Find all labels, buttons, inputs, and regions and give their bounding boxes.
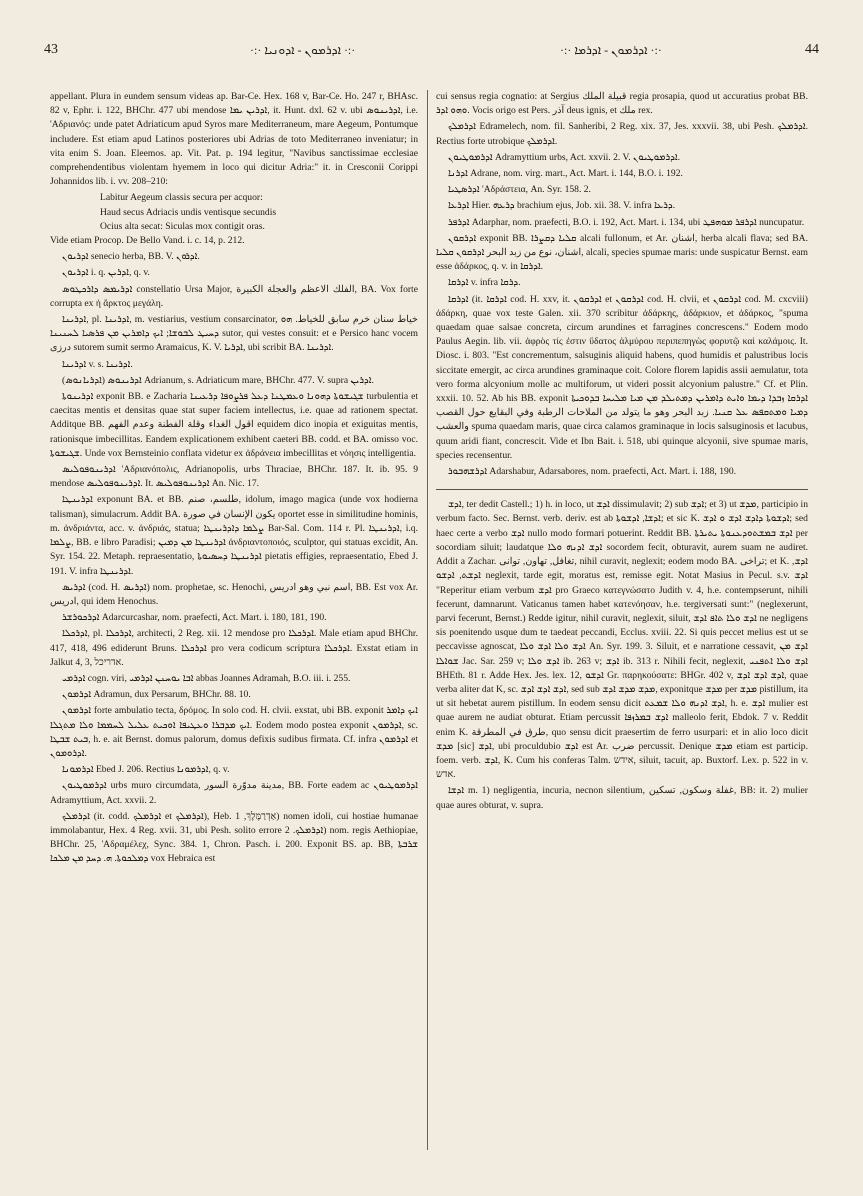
dictionary-entry: ܐܕܪܦܪ Adarphar, nom. praefecti, B.O. i. 192, Act. Mart. i. 134, ubi ܐܕܪܦܪ ܡܘܗܦܛ nuncupatur. [448, 216, 805, 228]
dictionary-entry: ܐܕܫ, ter dedit Castell.; 1) h. in loco, ut ܐܕܫ dissimulavit; 2) sub ܐܕܫ; et 3) ut ܡܕܫ, participio in verbum facto. Sec. Bernst. verb. deriv. est ab ܐܕܫܐ, ܐܕܫܘܬܐ; et sic K. ܐܕܫܘܬܐ ܕܐܕܫ ܐܕܫ ܘ ܐܕܫ; sed haec certe a verbo ܐܕܫ nullo modo formari potuerint. Reddit BB. ܐܕܫ ܒܡܫܬܘܕܥܢܘܬܐ ܝܬܝܪܬܐ per socordiam siluit; laudatque ܐܕܫ ܐܕܢܗ ܘܠܐ socordem fecit, obturavit, aurem suam ne audiret. Addit a Zachar. تغافل, تهاون, توانى, nihil curavit, neglexit; eodem modo BA. تراخى; et K. ܐܕܫ, ܐܕܫܬ, ܐܕܫܘ neglexit, tarde egit, moratus est, remisse egit. Notat Masius in Pecul. s.v. ܐܕܫ "Reperitur etiam verbum ܐܕܫ pro Graeco κατεγνώσατο Judith v. 4, h.e. contempserunt, nihili fecerunt, damnarunt. Vaticanus tamen habet κατενόησαν, h.e. tergiversati sunt:" (neglexerunt, parvi fecerunt, Bernst.) Redde igitur, nihil curavit, neglexit, siluit, ܐܕܫ ܘܠܐ ܬܐܦ ܐܕܫ ne negligens sis poenitendo usque dum te taedeat peccandi, Ecclus. xviii. 22. Si quis peccet melius est ut se peccavisse agnoscat, ܐܕܫ ܘܠܐ ܐܕܫ ܘܠܐ An. Syr. 199. 3. Siluit, et e narratione cessavit, ܐܕܫ ܡܢ ܫܘܐܠܐ Jac. Sar. 259 v; ܐܕܫ ܘܠܐ ib. 263 v; ܐܕܫ ib. 313 r. Nihili fecit, neglexit, ܐܕܫ ܘܠܐ ܐܬܦܢܝ BHEth. 81 r. Adde Hex. Jes. lex. 12, ܐܕܫܘ Gr. παρηκούσατε: BHGr. 402 v, ܐܕܫ ܐܕܫ ܐܕܫ, quae verba aliter dat K, sc. ܐܕܫ ܐܕܫ ܐܕܫ, sed sub ܡܕܫ ܡܕܫ ܐܕܫ, exponitque ܡܕܫ per ܡܕܫ pistillum, ita ut sit hebetat aurem pistillum. In eodem sensu dicit ܐܕܫ ܐܕܢܗ ܘܠܐ ܫܡܥܬ, h. e. ܐܕܫ mulier est quae aurem ne audiat obturat. Etiam percussit ܐܕܫ ܒܡܪܙܦܐ malleolo ferit, Ebdok. 7 v. Reddit enim K. طرق في المطرقة, quo sensu dicit praesertim de ferro usurpari: et in alio loco dicit ܡܕܫ [sic] ܐܕܫ, ubi proculdubio ܐܕܫ est Ar. ضرب percussit. Denique ܡܕܫ etiam est particip. foem. verb. ܐܕܫ, K. Cum his conferas Talm. אידש, siluit, tacuit, ap. Buxtorf. Lex. p. 522 in v. אדש. [436, 499, 808, 781]
dictionary-entry: ܐܕܪܡܘܛܝܘܢ urbs muro circumdata, مدينة مدوّرة السور, BB. Forte eadem ac ܐܕܪܡܘܛܝܘܢ Adramyttium, Act. xxvii. 2. [50, 780, 418, 806]
entry-paragraph: Vide etiam Procop. De Bello Vand. i. c. 14, p. 212. [50, 235, 245, 247]
dictionary-entry: ܐܕܪܡܘܢܐ Ebed J. 206. Rectius ܐܕܪܡܘܢܐ, q. v. [62, 764, 230, 776]
dictionary-entry: ܐܕܪܝܘܢ i. q. ܐܕܪܝܢ, q. v. [62, 267, 150, 279]
verse-quotation [100, 191, 418, 234]
dictionary-entry: ܐܕܪܩܐ (it. ܐܕܪܩܐ cod. H. xxv, it. ܐܕܪܩܘܢ et ܐܕܪܩܘܢ cod. H. clvii, et ܐܕܪܩܘܢ cod. M. cxcviii) ἀδάρκη, quae vox teste Galen. xii. 370 scribitur ἀδάρκης, ἀδάρκιον, et ἀδάρκος, "spuma quaedam quae salsae concreta, circum arundines et farragines concrescens." Eodem modo Paulus Aegin. lib. vii. ἀφρὸς τίς ἐστιν ὕδατος ἁλμύρου περιπεπηγὼς φορυτῷ καὶ καλάμοις. It. Diosc. i. 803. "Est concrementum, salsuginis aliquid habens, quod humidis et palustribus locis siccitate emergit, ac circa arundines graminaque coit. Colore florem lapidis assii aemulatur, tota vero forma alcyonium molle ac multiforum, ut videri possit alcyonium palustre." Cf. et Plin. xxxii. 10. 52. Ab his BB. exponit ܐܕܪܩܐ ܙܒܕܐ ܕܝܡܐ ܘܐܝܬ ܕܐܡܪܝܢ ܕܡܬܝܠܕ ܡܢ ܡܝܐ ܡܠܝܚܐ ܒܕܘܟܝܬܐ ܕܡܝܐ ܘܡܬܩܦܣ ܥܠ ܩܢܝܐ. زبد البحر وهو ما يتولد من الملاحات الرطبة وفي البقايع حول القصب والعشب spuma quaedam maris, quae circa calamos graminaque in locis salsuginosis et lacubus, quum aridi fiant, concrescit. Vide et Ibn Bait. i. 518, ubi quinque alcyonii, sive spumae maris, species recensentur. [436, 293, 808, 461]
right-column [436, 90, 808, 1160]
dictionary-entry: ܐܕܪܝܘܢ senecio herba, BB. V. ܐܕܪܘܢ. [62, 251, 200, 263]
dictionary-entry: ܐܕܪܟܘܪܫܪ Adarcurcashar, nom. praefecti, Act. Mart. i. 180, 181, 190. [62, 612, 327, 624]
left-running-head: ·:· ܐܕܪܡܘܢ - ܐܕܘܢܝܐ ·:· [250, 43, 356, 57]
left-column [50, 90, 418, 1170]
dictionary-entry: ܐܕܪܟܠܐ, pl. ܐܕܪܟܠܐ, architecti, 2 Reg. xii. 12 mendose pro ܐܕܪܟܠܐ. Male etiam apud BHChr. 417, 418, 496 ediderunt Bruns. ܐܕܪܟܠܐ pro vera codicum scriptura ܐܕܪܟܠܐ. Exstat etiam in Jalkut 4, 3, אדריכל. [50, 628, 418, 668]
dictionary-entry: ܐܕܪܫܗܒܘܪ Adarshabur, Adarsabores, nom. praefecti, Act. Mart. i. 188, 190. [448, 466, 737, 478]
right-page-number: 44 [805, 42, 819, 57]
dictionary-entry: ܐܕܫܐ m. 1) negligentia, incuria, necnon silentium, غفلة وسكون, تسكين, BB: it. 2) mulier quae aures obturat, v. supra. [436, 785, 808, 811]
dictionary-entry: ܐܕܪܝܢܐ v. s. ܐܕܪܝܢܐ. [62, 358, 133, 370]
verse-line: Labitur Aegeum classis secura per acquor: [100, 192, 263, 204]
dictionary-entry: ܐܕܪܥܐ Hier. ܕܪܥܗ brachium ejus, Job. xii. 38. V. infra ܕܪܥܐ. [448, 200, 676, 212]
right-running-head: ·:· ܐܕܪܡܘܢ - ܐܕܪܡܐ ·:· [560, 43, 662, 57]
dictionary-entry: ܐܕܪܡܠܟ Edramelech, nom. fil. Sanheribi, 2 Reg. xix. 37, Jes. xxxvii. 38, ubi Pesh. ܐܕܪܡܠܟ. Rectius forte utrobique ܐܕܪܡܠܟ. [436, 121, 808, 147]
dictionary-entry: ܐܕܪܝܢܛܐ exponunt BA. et BB. طلسم، صنم, idolum, imago magica (unde vox hodierna talisman), simulacrum. Addit BA. يكون الإنسان في صورة oportet esse in similitudine hominis, m. ἀνδριάντα, acc. v. ἀνδριάς, statua; ܨܠܡܐ ܕܐܕܪܝܢܛܐ Bar-Sal. Com. 114 r. Pl. ܐܕܪܝܢܛܐ, i.q. ܨܠܡܐ, BB. e libro Paradisi; ܐܕܪܝܢܛܐ ܡܢ ܕܡܝܢ ἀνδριαντοποιός, sculptor, qui statuas excidit, An. Syr. 154. 22. Metaph. repraesentatio, ܐܕܪܝܢܛܐ ܕܚܣܝܘܬܐ pietatis effigies, repraesentatio, Ebed J. 191. V. infra ܐܕܪܝܢܛܐ. [50, 494, 418, 577]
dictionary-entry: ܐܕܪܡܘܢ Adramun, dux Persarum, BHChr. 88. 10. [62, 689, 251, 701]
dictionary-entry: ܐܕܪܩܘܢ exponit BB. ܩܠܝܐ ܕܩܨܪܐ alcali fullonum, et Ar. اشنان, herba alcali flava; sed BA. اشنان، نوع من زبد البحر ܐܕܪܩܘܢ ܩܠܝܐ, alcali, species spumae maris: unde suspicatur Bernst. eam esse ἀδάρκος, q. v. in ܐܕܪܩܐ. [436, 232, 808, 273]
entry-continuation: cui sensus regia cognatio: at Sergius قبيلة الملك regia prosapia, quod ut accuratius probat BB. ܘܗܘ ܐܕܪ. Vocis origo est Pers. آذر deus ignis, et ملك rex. [436, 91, 808, 117]
dictionary-entry: ܐܕܪܩܐ v. infra ܕܪܩܐ. [448, 277, 521, 289]
verse-line: Ocius alta secat: Siculas mox contigit oras. [100, 220, 265, 232]
left-page-number: 43 [44, 42, 58, 57]
column-divider [427, 90, 428, 1150]
dictionary-entry: ܐܕܪܡܝ cogn. viri, ܐܒܐ ܝܘܚܢܢ ܐܕܪܡܝ abbas Joannes Adramah, B.O. iii. i. 255. [62, 672, 351, 684]
page-header [40, 42, 823, 62]
section-rule [436, 489, 808, 490]
dictionary-entry: ܐܕܪܝܢܐ, pl. ܐܕܪܝܢܐ, m. vestiarius, vestium consarcinator, خياط سنان خرم سابق للخياط. ܗܘ ܕܚܝܛ ܠܒܘܫܐ; ܐܝܟ ܕܐܡܪܝܢ ܡܢ ܦܪܣܝܐ ܠܚܢܝܢܐ sutor, qui vestes consuit: et e Persico hanc vocem درزی sutorem sumit sermo Aramaicus, K. V. ܐܕܪܝܐ, ubi scribit BA. ܐܕܪܝܢܐ. [50, 314, 418, 354]
dictionary-entry: ܐܕܪܝܡܣ ܕܐܪܟܛܘܣ constellatio Ursa Major, الفلك الاعظم والعجلة الكبيرة, BA. Vox forte corrupta ex ἡ ἄρκτος μεγάλη. [50, 283, 418, 309]
dictionary-entry: ܐܕܪܡܘܛܝܘܢ Adramyttium urbs, Act. xxvii. 2. V. ܐܕܪܡܘܛܝܘܢ. [448, 151, 681, 163]
dictionary-entry: ܐܕܪܢܐ Adrane, nom. virg. mart., Act. Mart. i. 144, B.O. i. 192. [448, 168, 683, 180]
dictionary-entry: ܐܕܪܡܘܢ forte ambulatio tecta, δρόμος. In solo cod. H. clvii. exstat, ubi BB. exponit ܐܝܟ ܕܐܡܪ ܐܝܟ ܡܕܒܪܐ ܘܥܛܝܦܐ ܐܘܟܝܬ ܥܠܝܠ ܠܚܡܡܐ ܘܠܐ ܡܬܓܠܐ. Eodem modo postea exponit ܐܕܪܡܘܢ, sc. ܒܝܬ ܫܒܛܐ, h. e. ait Bernst. domus palorum, domus defixis sudibus firmata. Cf. infra ܐܕܪܡܘܢ et ܐܕܪܘܡܘܢ. [50, 705, 418, 759]
dictionary-entry: ܐܕܪܝܢܘܬܐ exponit BB. e Zacharia ܫܓܝܫܘܬܐ ܕܗܘܢܐ ܘܥܡܛܢܐ ܕܥܠ ܦܪܨܘܦܐ ܕܪܥܝܢܐ turbulentia et caecitas mentis et densitas quae stat super faciem intellectus, i.e. quae ad rationem spectat. Additque BB. اقول الغداء وقلة الفطنة وعدم الفهم equidem dico inopia et exiguitas mentis, rationisque imbecillitas. Eandem explicationem exhibent caeteri BB. codd. et BA. omisso voc. ܫܓܝܫܘܬܐ. Unde vox Bernsteinio conflata videtur ex ἀδράνεια imbecillitas et νόησις intelligentia. [50, 391, 418, 459]
dictionary-entry: ܐܕܪܝܣ (cod. H. ܐܕܪܝܣ) nom. prophetae, sc. Henochi, اسم نبي وهو ادريس, BB. Est vox Ar. ادريس, qui idem Henochus. [50, 581, 418, 607]
entry-continuation: appellant. Plura in eundem sensum videas ap. Bar-Ce. Hex. 168 v, Bar-Ce. Ho. 247 r, BHAsc. 82 v, Ephr. i. 122, BHChr. 477 ubi mendose ܐܕܪܝܢ ܝܡܐ, it. Hunt. dxl. 62 v. ubi ܐܕܪܝܢܘܣ, i.e. 'Αδριανός: unde patet Adriaticum apud Syros mare Mediterraneum, mare Aegeum, Pontumque includere. Est etiam apud Latinos posteriores ubi Adrias de toto Mediterraneo inveniatur; in vita enim S. Joan. Eleemos. ap. Vit. Pat. p. 194 legitur, "Navibus sanctissimae ecclesiae comprehendentibus violentam hyemem in loco qui dicitur Adria:" it. in Cresconii Corippi Johannidos lib. i. vv. 208–210: [50, 91, 418, 188]
dictionary-entry: ܐܕܪܝܢܘܣ (ܐܕܪܝܐܢܘܣ) Adrianum, s. Adriaticum mare, BHChr. 477. V. supra ܐܕܪܝܢ. [62, 374, 374, 386]
dictionary-entry: ܐܕܪܣܛܝܐ 'Αδράστεια, An. Syr. 158. 2. [448, 184, 591, 196]
verse-line: Haud secus Adriacis undis ventisque secundis [100, 206, 277, 218]
dictionary-entry: ܐܕܪܝܢܘܦܘܠܝܣ 'Αδριανόπολις, Adrianopolis, urbs Thraciae, BHChr. 187. It. ib. 95. 9 mendose ܐܕܪܝܢܘܦܘܠܝܣ. It. ܐܕܪܝܢܘܦܘܠܝܣ An. Nic. 17. [50, 464, 418, 490]
dictionary-entry: ܐܕܪܡܠܟ (it. codd. ܐܕܪܡܠܟ et ܐܕܪܡܠܟ), Heb. אַדְרַמֶּלֶךְ, 1) nomen idoli, cui hostiae humanae immolabantur, Hex. 4 Reg. xvii. 31, ubi Pesh. solito errore ܐܕܪܡܠܟ. 2) nom. regis Aethiopiae, BHChr. 25, 'Αδραμέλεχ, Sync. 384. 1, Chron. Pasch. i. 200. Exponit BS. ap. BB, ܫܪܒܬܐ ܕܡܠܟܘܬܐ. ܗ. ܕܚܕ ܡܢ ܡܠܟܐ vox Hebraica est [50, 810, 418, 865]
